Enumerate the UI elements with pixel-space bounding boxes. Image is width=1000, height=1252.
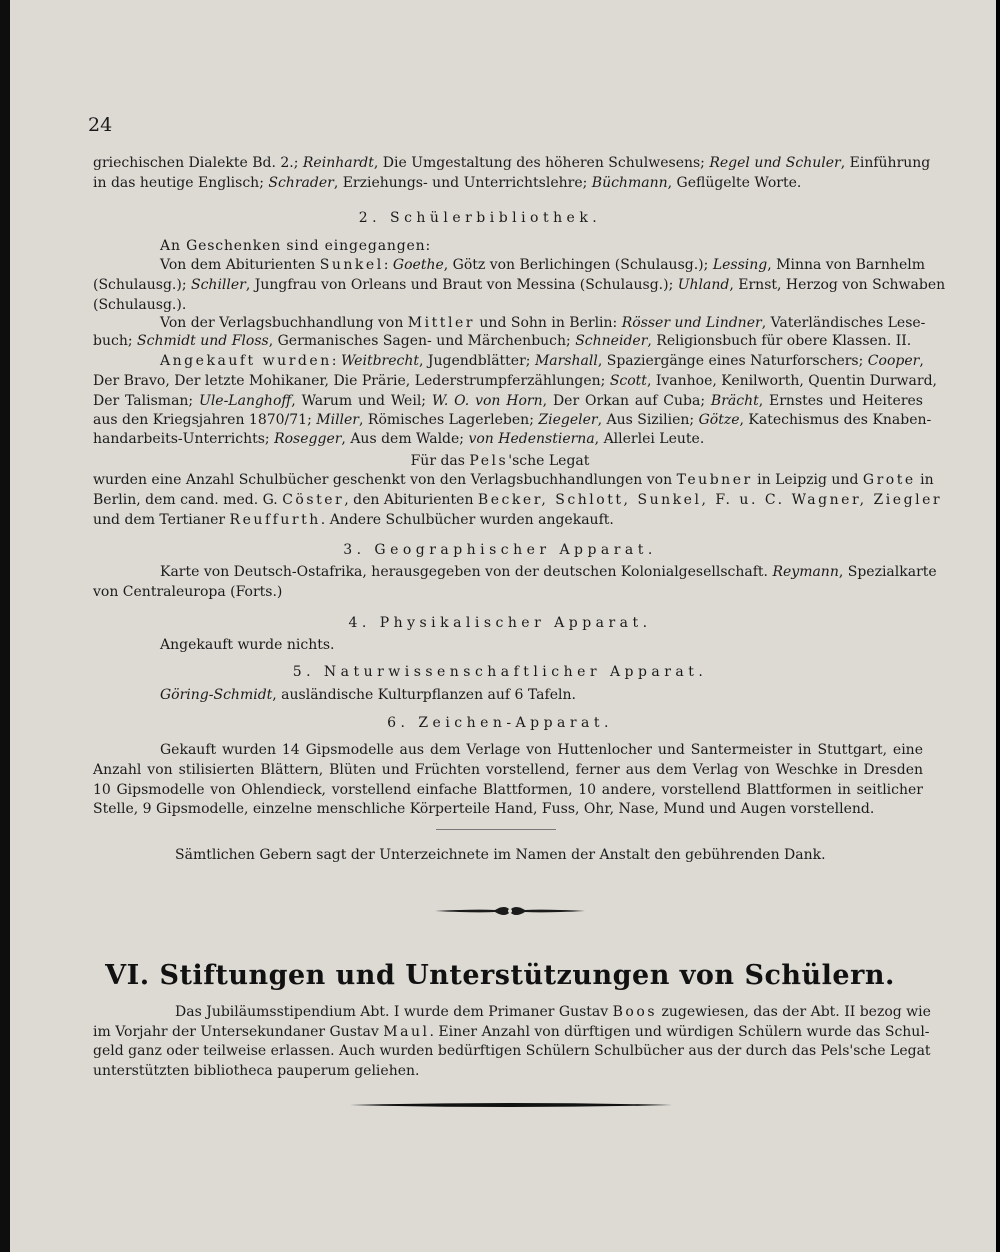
text-run: und dem Tertianer	[93, 512, 230, 528]
spaced-name: Teubner	[676, 472, 753, 488]
text-run: , Jungfrau von Orleans und Braut von Messina (Schulausg.);	[245, 277, 678, 293]
text-line	[93, 511, 923, 529]
spaced-name: Reuffurth	[229, 512, 321, 528]
italic-name: Goethe	[392, 257, 444, 273]
italic-name: Miller	[316, 412, 359, 428]
italic-name: Ule-Langhoff	[199, 393, 292, 409]
text-run: , den Abiturienten	[344, 492, 478, 508]
page-number: 24	[88, 114, 113, 136]
italic-name: Scott	[609, 373, 647, 389]
italic-name: Rosegger	[274, 431, 342, 447]
italic-name: Marshall	[534, 353, 598, 369]
text-run: . Einer Anzahl von dürftigen und würdigen Schülern wurde das Schul-	[429, 1024, 930, 1040]
text-run: 10 Gipsmodelle von Ohlendieck, vorstellend einfache Blattformen, 10 andere, vorstellend Blattformen in seitlicher	[93, 782, 923, 798]
text-line	[93, 372, 937, 390]
spaced-name: Boos	[612, 1004, 658, 1020]
italic-name: Schrader	[268, 175, 334, 191]
text-run: Für das	[410, 453, 470, 469]
text-line	[175, 1003, 931, 1021]
text-line	[93, 174, 923, 192]
italic-name: Ziegeler	[538, 412, 598, 428]
italic-name: Lessing	[712, 257, 768, 273]
text-line	[93, 491, 943, 509]
section-heading: 2. Schülerbibliothek.	[358, 210, 602, 226]
text-line	[93, 296, 923, 314]
text-line	[160, 686, 990, 704]
text-run: , Römisches Lagerleben;	[359, 412, 539, 428]
text-run: , Germanisches Sagen- und Märchenbuch;	[268, 333, 576, 349]
text-line	[160, 563, 937, 581]
end-rule	[350, 1100, 672, 1110]
italic-name: Reinhardt	[302, 155, 374, 171]
text-run: , Ivanhoe, Kenilworth, Quentin Durward,	[646, 373, 937, 389]
text-line	[93, 276, 946, 294]
text-run: wurden eine Anzahl Schulbücher geschenkt von den Verlagsbuchhandlungen von	[93, 472, 677, 488]
text-run: , Ernst, Herzog von Schwaben	[729, 277, 946, 293]
section-title: VI. Stiftungen und Unterstützungen von Schülern.	[105, 960, 895, 991]
text-line	[93, 761, 923, 779]
text-run: geld ganz oder teilweise erlassen. Auch wurden bedürftigen Schülern Schulbücher aus der durch das Pels'sche Legat	[93, 1043, 931, 1059]
italic-name: Büchmann	[591, 175, 668, 191]
text-line	[93, 800, 923, 818]
text-line	[93, 411, 932, 429]
text-run: :	[331, 353, 341, 369]
text-run: Der Bravo, Der letzte Mohikaner, Die Prärie, Lederstrumpferzählungen;	[93, 373, 610, 389]
divider	[436, 829, 556, 830]
section-heading: 4. Physikalischer Apparat.	[348, 615, 652, 631]
subheading: An Geschenken sind eingegangen:	[160, 238, 432, 254]
spaced-name: Mittler	[407, 315, 475, 331]
text-run: , Religionsbuch für obere Klassen. II.	[647, 333, 912, 349]
spaced-name: Cöster	[282, 492, 345, 508]
text-run: unterstützten bibliotheca pauperum geliehen.	[93, 1063, 420, 1079]
section-heading: 5. Naturwissenschaftlicher Apparat.	[292, 664, 708, 680]
text-run: , Aus Sizilien;	[597, 412, 699, 428]
spaced-name: Sunkel	[319, 257, 384, 273]
italic-name: Cooper	[867, 353, 920, 369]
text-run: , Götz von Berlichingen (Schulausg.);	[443, 257, 713, 273]
text-line	[93, 332, 923, 350]
italic-name: Rösser und Lindner	[621, 315, 762, 331]
text-run: Anzahl von stilisierten Blättern, Blüten und Früchten vorstellend, ferner aus dem Verlag von Weschke in Dresden	[93, 762, 923, 778]
text-run: 'sche Legat	[508, 453, 590, 469]
text-run: Berlin, dem cand. med. G.	[93, 492, 283, 508]
text-run: Von der Verlagsbuchhandlung von	[160, 315, 408, 331]
text-line	[93, 154, 931, 172]
spaced-name: Pels	[469, 453, 509, 469]
text-line	[93, 1062, 923, 1080]
text-line	[93, 392, 923, 410]
text-run: , Aus dem Walde;	[341, 431, 469, 447]
text-line	[93, 1023, 930, 1041]
text-run: aus den Kriegsjahren 1870/71;	[93, 412, 317, 428]
italic-name: Regel und Schuler	[709, 155, 841, 171]
italic-name: Weitbrecht	[340, 353, 419, 369]
text-run: Gekauft wurden 14 Gipsmodelle aus dem Verlage von Huttenlocher und Santermeister in Stuttgart, eine	[160, 742, 923, 758]
scan-edge	[0, 0, 10, 1252]
ornament-divider	[435, 900, 585, 922]
text-run: handarbeits-Unterrichts;	[93, 431, 275, 447]
text-run: , Spezialkarte	[838, 564, 937, 580]
text-run: , Der Orkan auf Cuba;	[542, 393, 711, 409]
text-run: Sämtlichen Gebern sagt der Unterzeichnete im Namen der Anstalt den gebührenden Dank.	[175, 847, 826, 863]
text-line	[175, 846, 875, 864]
text-line	[160, 636, 990, 654]
text-line	[160, 352, 923, 370]
text-line	[160, 256, 923, 274]
text-run: Karte von Deutsch-Ostafrika, herausgegeben von der deutschen Kolonialgesellschaft.	[160, 564, 773, 580]
text-line	[93, 1042, 931, 1060]
text-line	[93, 781, 923, 799]
spaced-name: Becker, Schlott, Sunkel, F. u. C. Wagner, Ziegler	[477, 492, 943, 508]
italic-name: Reymann	[772, 564, 839, 580]
text-run: , Ernstes und Heiteres	[758, 393, 923, 409]
text-run: , Katechismus des Knaben-	[739, 412, 932, 428]
text-line	[160, 741, 923, 759]
italic-name: W. O. von Horn	[431, 393, 543, 409]
italic-name: Schneider	[575, 333, 648, 349]
text-run: von Centraleuropa (Forts.)	[93, 584, 283, 600]
text-run: , Einführung	[840, 155, 931, 171]
text-line	[93, 471, 934, 489]
text-run: , Minna von Barnhelm	[767, 257, 925, 273]
text-run: und Sohn in Berlin:	[474, 315, 622, 331]
italic-name: Uhland	[677, 277, 730, 293]
text-line	[93, 430, 923, 448]
text-run: Das Jubiläumsstipendium Abt. I wurde dem Primaner Gustav	[175, 1004, 613, 1020]
italic-name: Schiller	[191, 277, 246, 293]
text-run: in	[915, 472, 934, 488]
text-run: in das heutige Englisch;	[93, 175, 269, 191]
text-run: , Erziehungs- und Unterrichtslehre;	[333, 175, 592, 191]
text-line	[160, 314, 926, 332]
text-run: in Leipzig und	[752, 472, 863, 488]
text-run: . Andere Schulbücher wurden angekauft.	[320, 512, 614, 528]
text-run: (Schulausg.);	[93, 277, 191, 293]
text-run: , Vaterländisches Lese-	[761, 315, 926, 331]
text-run: , ausländische Kulturpflanzen auf 6 Tafeln.	[272, 687, 576, 703]
text-run: , Allerlei Leute.	[594, 431, 705, 447]
italic-name: von Hedenstierna	[468, 431, 595, 447]
text-run: Der Talisman;	[93, 393, 200, 409]
spaced-name: Maul	[383, 1024, 430, 1040]
section-heading: 6. Zeichen-Apparat.	[387, 715, 613, 731]
text-run: , Die Umgestaltung des höheren Schulwesens;	[373, 155, 710, 171]
text-run: :	[383, 257, 393, 273]
italic-name: Göring-Schmidt	[160, 687, 273, 703]
subheading	[380, 452, 620, 470]
text-run: buch;	[93, 333, 138, 349]
text-line	[93, 583, 923, 601]
italic-name: Brächt	[710, 393, 759, 409]
spaced-name: Grote	[862, 472, 916, 488]
text-run: , Jugendblätter;	[419, 353, 535, 369]
text-run: (Schulausg.).	[93, 297, 187, 313]
text-run: Von dem Abiturienten	[160, 257, 320, 273]
text-run: Angekauft wurde nichts.	[160, 637, 335, 653]
text-run: , Spaziergänge eines Naturforschers;	[597, 353, 868, 369]
text-run: griechischen Dialekte Bd. 2.;	[93, 155, 303, 171]
italic-name: Götze	[698, 412, 740, 428]
text-run: , Warum und Weil;	[291, 393, 432, 409]
italic-name: Schmidt und Floss	[137, 333, 269, 349]
text-run: im Vorjahr der Untersekundaner Gustav	[93, 1024, 384, 1040]
spaced-name: Angekauft wurden	[160, 353, 332, 369]
section-heading: 3. Geographischer Apparat.	[343, 542, 657, 558]
text-run: Stelle, 9 Gipsmodelle, einzelne menschliche Körperteile Hand, Fuss, Ohr, Nase, Mund und Augen vorstellend.	[93, 801, 875, 817]
text-run: zugewiesen, das der Abt. II bezog wie	[657, 1004, 931, 1020]
text-run: ,	[919, 353, 924, 369]
text-run: , Geflügelte Worte.	[667, 175, 802, 191]
